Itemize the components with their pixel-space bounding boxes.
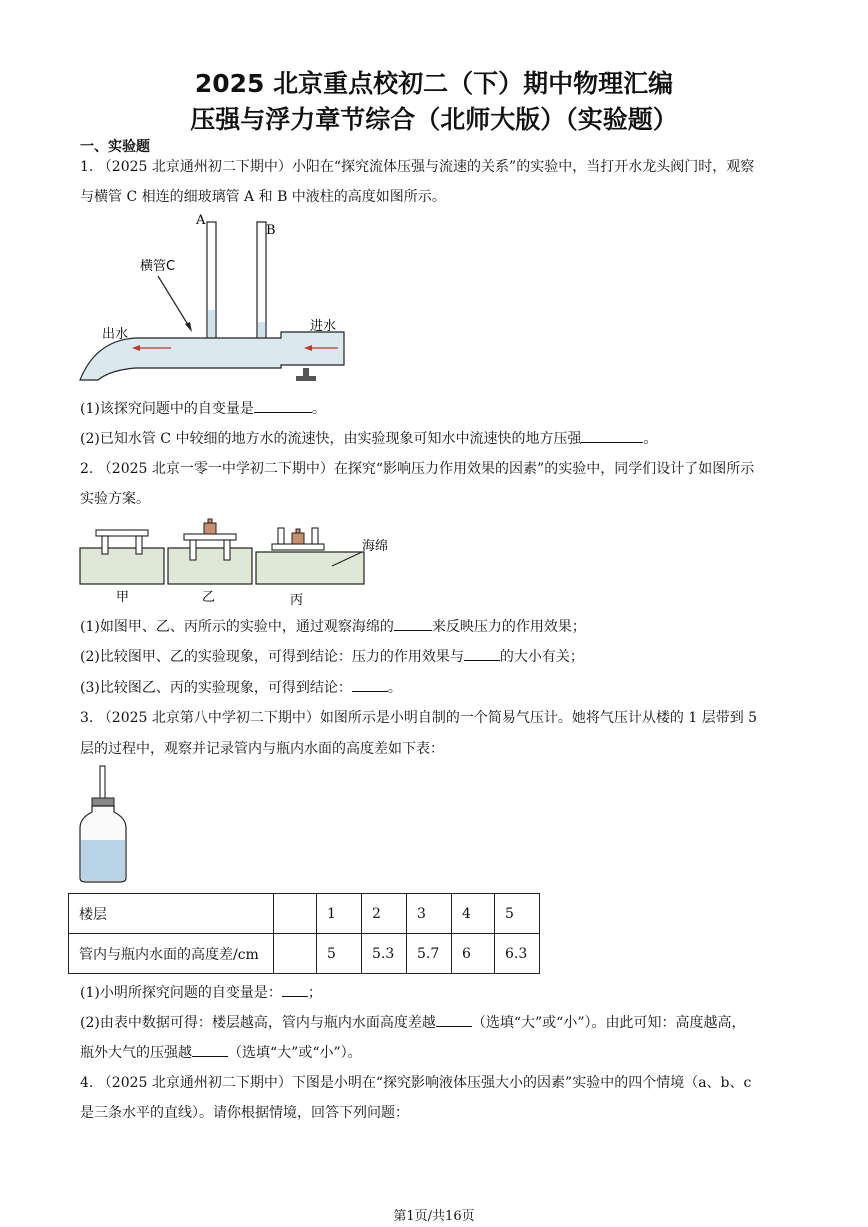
sponge-jia [80,548,164,584]
table-cell-label: 楼层 [69,894,274,934]
label-yi: 乙 [202,590,216,605]
table-cell-empty [274,894,317,934]
sponge-bing [256,552,364,584]
label-inflow: 进水 [310,319,337,334]
q2-sub3: (3)比较图乙、丙的实验现象，可得到结论： 。 [80,680,402,696]
sponge-yi [168,548,252,584]
table-cell: 6.3 [495,934,540,974]
label-outflow: 出水 [102,327,129,342]
tube-a-liquid [208,310,215,340]
table-row [69,934,540,974]
answer-blank[interactable] [394,618,432,631]
table-cell: 5 [317,934,362,974]
answer-blank[interactable] [282,984,308,997]
label-jia: 甲 [116,590,130,605]
table-row [69,894,540,934]
q1-stem-line2: 与横管 C 相连的细玻璃管 A 和 B 中液柱的高度如图所示。 [80,189,446,205]
tube-b-liquid [258,322,265,340]
answer-blank[interactable] [464,648,500,661]
table-cell: 5.3 [362,934,407,974]
label-pipe-c: 横管C [140,259,176,274]
q2-stem-line2: 实验方案。 [80,491,150,507]
q2-sponge-figure [76,514,416,606]
height-difference-table [68,893,540,974]
q3-sub1: (1)小明所探究问题的自变量是： ； [80,985,322,1001]
bottle-water [81,840,125,881]
q1-sub2: (2)已知水管 C 中较细的地方水的流速快，由实验现象可知水中流速快的地方压强 。 [80,431,658,447]
table-cell: 2 [362,894,407,934]
bottle-stopper [92,798,114,806]
table-cell: 5 [495,894,540,934]
label-a: A [196,213,206,228]
q2-sub2: (2)比较图甲、乙的实验现象，可得到结论：压力的作用效果与 的大小有关； [80,649,584,665]
q2-stem-line1: 2. （2025 北京一零一中学初二下期中）在探究“影响压力作用效果的因素”的实验中，同学们设计了如图所示 [80,461,755,477]
doc-title-line1: 2025 北京重点校初二（下）期中物理汇编 [194,69,674,98]
label-sponge: 海绵 [362,539,389,554]
section-heading: 一、实验题 [80,139,150,155]
page-number: 第1页/共16页 [393,1209,475,1224]
table-cell-empty [274,934,317,974]
answer-blank[interactable] [581,430,643,443]
table-cell: 5.7 [407,934,452,974]
q1-stem-line1: 1. （2025 北京通州初二下期中）小阳在“探究流体压强与流速的关系”的实验中，当打开水龙头阀门时，观察 [80,159,755,175]
table-cell: 3 [407,894,452,934]
q1-flow-pipe-figure [76,210,356,390]
table-cell-label: 管内与瓶内水面的高度差/cm [69,934,274,974]
label-bing: 丙 [290,593,304,606]
q2-sub1: (1)如图甲、乙、丙所示的实验中，通过观察海绵的 来反映压力的作用效果； [80,619,586,635]
table-cell: 6 [452,934,495,974]
label-b: B [266,223,276,238]
q4-stem-line2: 是三条水平的直线）。请你根据情境，回答下列问题： [80,1105,409,1121]
q4-stem-line1: 4. （2025 北京通州初二下期中）下图是小明在“探究影响液体压强大小的因素”实验中的四个情境（a、b、c [80,1075,752,1091]
q3-barometer-figure [76,764,136,886]
table-cell: 1 [317,894,362,934]
doc-title-line2: 压强与浮力章节综合（北师大版）（实验题） [190,105,678,134]
q1-sub1: (1)该探究问题中的自变量是 。 [80,401,326,417]
answer-blank[interactable] [436,1014,472,1027]
table-cell: 4 [452,894,495,934]
q3-sub2: (2)由表中数据可得：楼层越高，管内与瓶内水面高度差越 （选填“大”或“小”）。由此可知：高度越高， [80,1015,746,1031]
q3-sub2-line2: 瓶外大气的压强越 （选填“大”或“小”）。 [80,1045,362,1061]
q3-stem-line2: 层的过程中，观察并记录管内与瓶内水面的高度差如下表： [80,741,444,757]
answer-blank[interactable] [352,679,388,692]
answer-blank[interactable] [192,1044,228,1057]
answer-blank[interactable] [254,400,312,413]
q3-stem-line1: 3. （2025 北京第八中学初二下期中）如图所示是小明自制的一个简易气压计。她将气压计从楼的 1 层带到 5 [80,710,758,726]
